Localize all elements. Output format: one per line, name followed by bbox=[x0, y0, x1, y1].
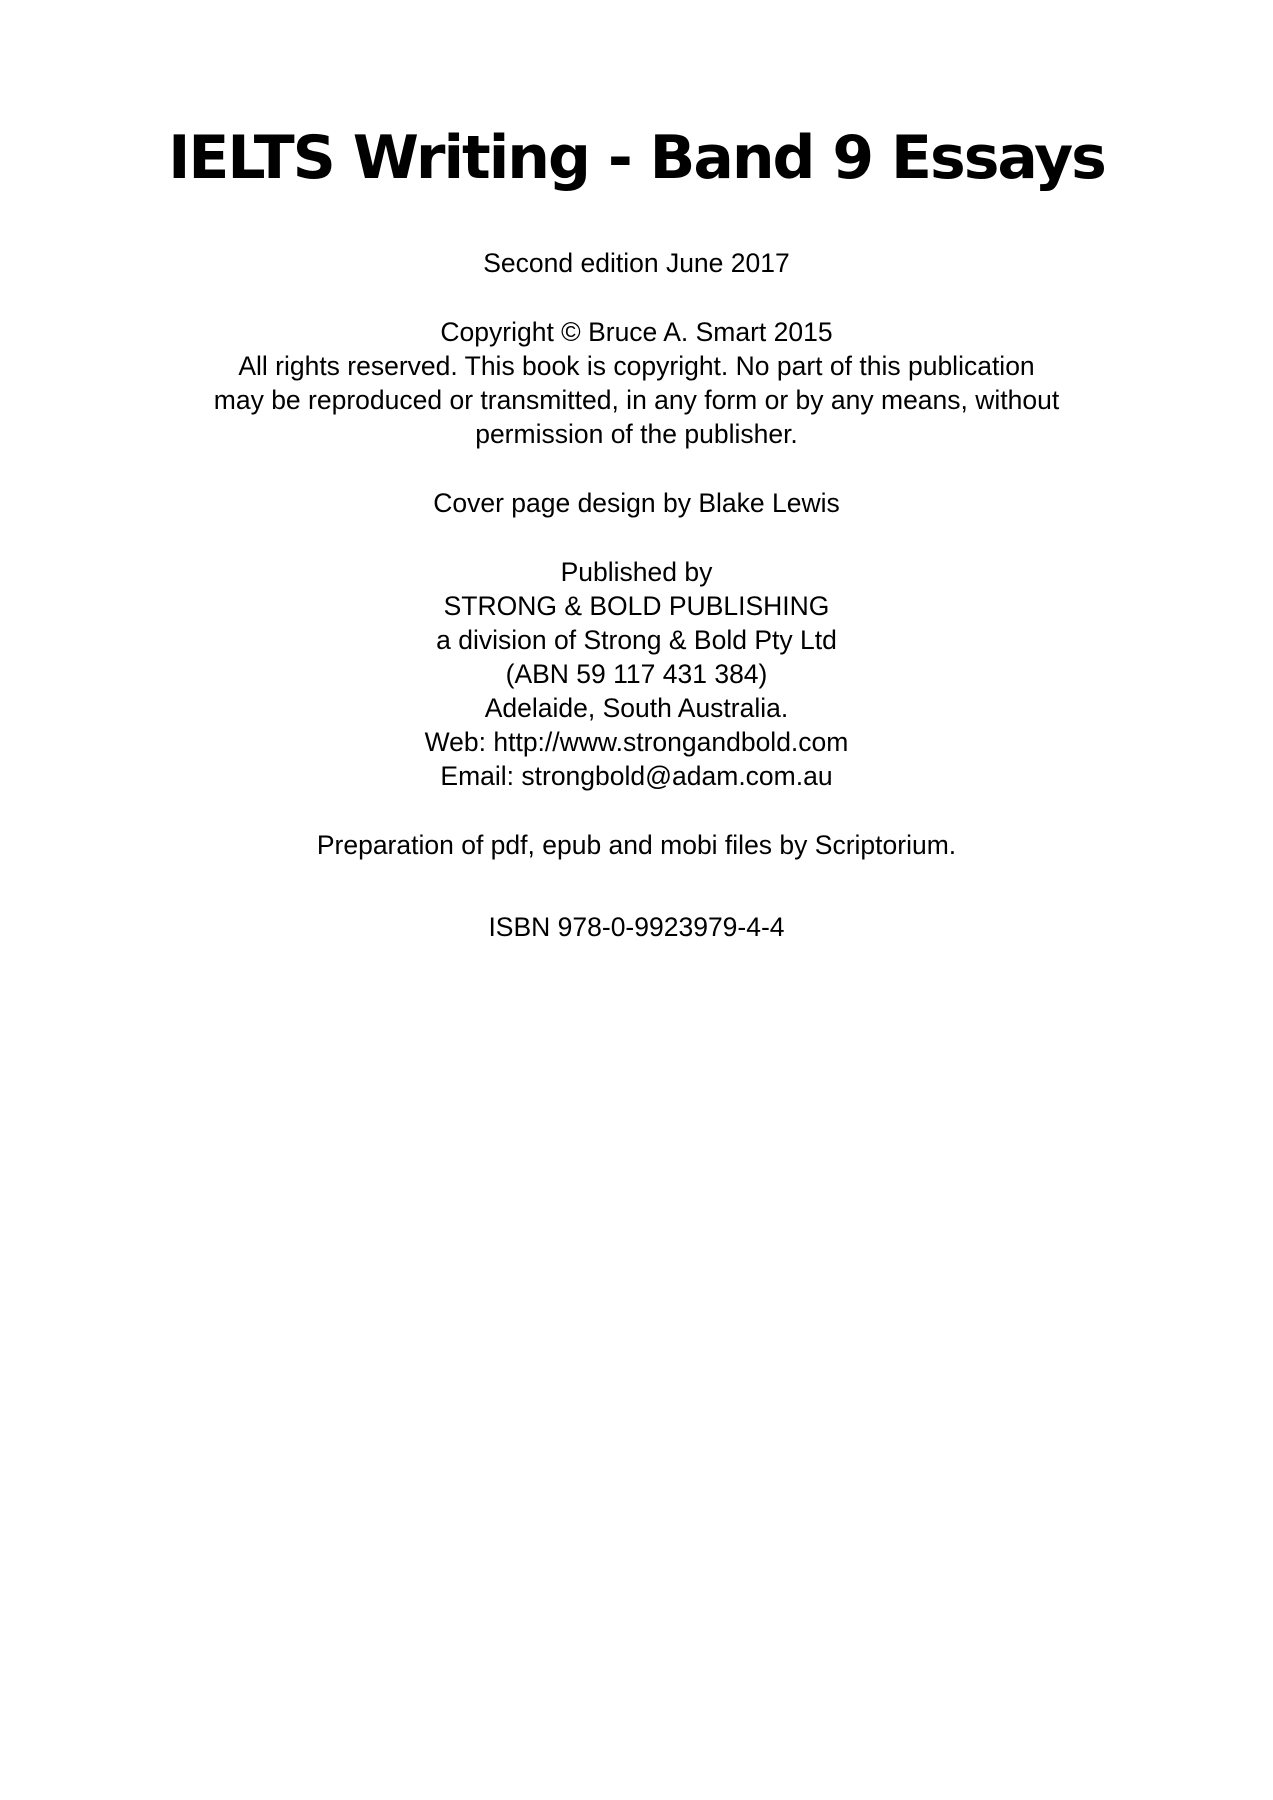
copyright-notice: Copyright © Bruce A. Smart 2015 bbox=[440, 317, 833, 347]
publisher-location: Adelaide, South Australia. bbox=[484, 693, 789, 723]
publisher-email: Email: strongbold@adam.com.au bbox=[440, 761, 833, 791]
rights-line-3: permission of the publisher. bbox=[475, 419, 798, 449]
isbn: ISBN 978-0-9923979-4-4 bbox=[488, 912, 785, 942]
book-title: IELTS Writing - Band 9 Essays bbox=[168, 123, 1105, 193]
cover-credit: Cover page design by Blake Lewis bbox=[433, 488, 840, 518]
publisher-name: STRONG & BOLD PUBLISHING bbox=[443, 591, 830, 621]
rights-line-2: may be reproduced or transmitted, in any form or by any means, without bbox=[213, 385, 1060, 415]
publisher-division: a division of Strong & Bold Pty Ltd bbox=[436, 625, 837, 655]
publisher-intro: Published by bbox=[560, 557, 713, 587]
rights-line-1: All rights reserved. This book is copyright. No part of this publication bbox=[238, 351, 1035, 381]
publisher-abn: (ABN 59 117 431 384) bbox=[505, 659, 768, 689]
preparation-credit: Preparation of pdf, epub and mobi files by Scriptorium. bbox=[316, 830, 957, 860]
edition-text: Second edition June 2017 bbox=[483, 248, 790, 278]
publisher-web: Web: http://www.strongandbold.com bbox=[424, 727, 849, 757]
